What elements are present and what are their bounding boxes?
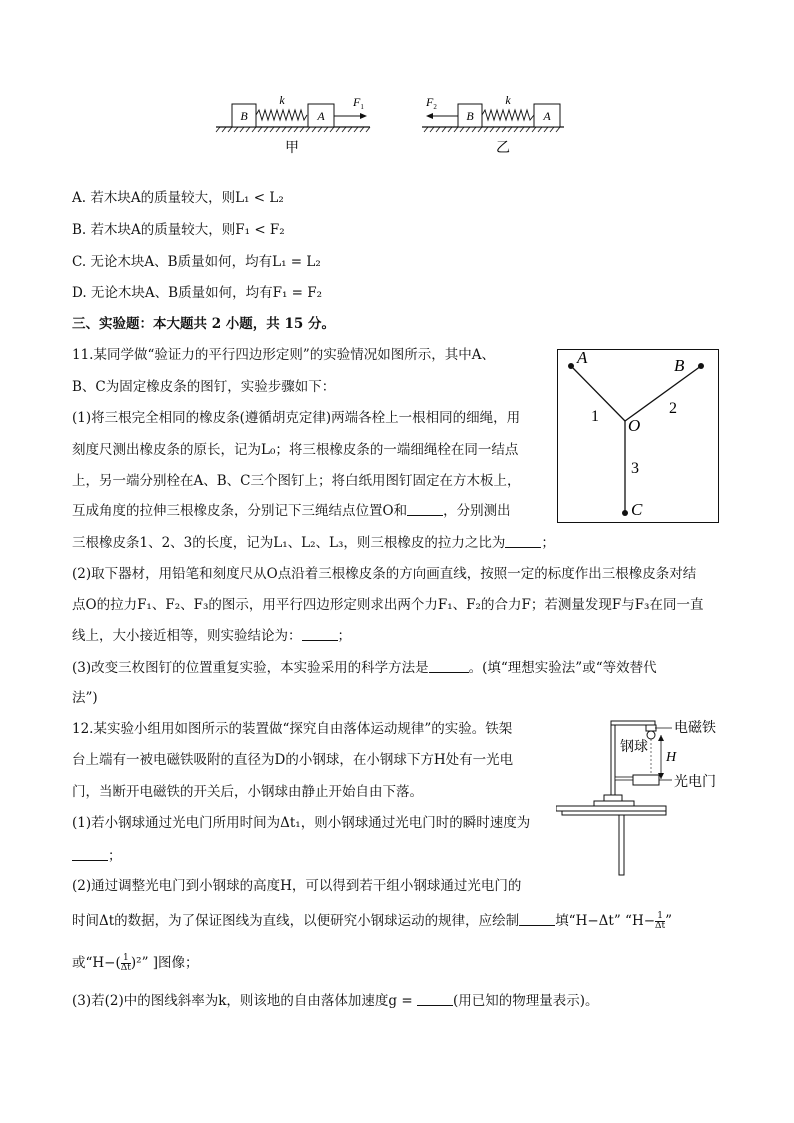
option-d: D. 无论木块A、B质量如何，均有F₁ = F₂ [72, 285, 323, 301]
label-o: O [628, 416, 641, 435]
label-c: C [631, 500, 643, 519]
fraction: $\frac{1}{\Delta t}$ [120, 953, 131, 973]
spring-left-label: k [279, 93, 285, 107]
electromagnet-label: 电磁铁 [674, 721, 716, 736]
q12-line-6: (2)通过调整光电门到小钢球的高度H，可以得到若干组小钢球通过光电门的 [72, 878, 522, 894]
q11-line-6: 互成角度的拉伸三根橡皮条，分别记下三绳结点位置O和 ，分别测出 [72, 503, 511, 519]
answer-blank[interactable] [429, 660, 469, 673]
block-a-left-label: A [317, 109, 325, 123]
pin-b [698, 363, 704, 369]
block-b-right-label: B [466, 109, 474, 123]
q12-line-3: 门，当断开电磁铁的开关后，小钢球由静止开始自由下落。 [72, 784, 423, 800]
q11-line-8: (2)取下器材，用铅笔和刻度尺从O点沿着三根橡皮条的方向画直线，按照一定的标度作出三根橡皮条对结 [72, 566, 697, 582]
spring-right [482, 110, 534, 120]
rubber-band-figure [557, 349, 719, 523]
q11-line-11: (3)改变三枚图钉的位置重复实验，本实验采用的科学方法是 。(填“理想实验法”或“等效替代 [72, 660, 657, 676]
option-c: C. 无论木块A、B质量如何，均有L₁ = L₂ [72, 254, 321, 270]
answer-blank[interactable] [505, 535, 541, 548]
option-b: B. 若木块A的质量较大，则F₁ < F₂ [72, 222, 285, 238]
q12-line-7: 时间Δt的数据，为了保证图线为直线，以便研究小钢球运动的规律，应绘制 填“H−Δt” “H− $\frac{1}{\Delta t}$ ” [72, 911, 673, 931]
q12-line-8: 或“H−( $\frac{1}{\Delta t}$ )²” ]图像； [72, 953, 199, 973]
figure-yi [422, 93, 564, 156]
answer-blank[interactable] [72, 848, 108, 861]
electromagnet [646, 725, 656, 731]
photogate [633, 775, 659, 785]
q12-line-1: 12.某实验小组用如图所示的装置做“探究自由落体运动规律”的实验。铁架 [72, 721, 513, 737]
q11-line-9: 点O的拉力F₁、F₂、F₃的图示，用平行四边形定则求出两个力F₁、F₂的合力F；若测量发现F与F₃在同一直 [72, 597, 704, 613]
force-right-label: $F_2$ [426, 95, 437, 111]
band-2-label: 2 [669, 400, 677, 417]
q12-line-4: (1)若小钢球通过光电门所用时间为Δt₁，则小钢球通过光电门时的瞬时速度为 [72, 815, 531, 831]
band-3-label: 3 [631, 460, 639, 477]
band-1-label: 1 [591, 408, 599, 425]
caption-jia: 甲 [285, 141, 299, 156]
fraction: $\frac{1}{\Delta t}$ [655, 911, 666, 931]
label-a: A [577, 349, 588, 367]
answer-blank[interactable] [519, 913, 555, 926]
q11-line-1: 11.某同学做“验证力的平行四边形定则”的实验情况如图所示，其中A、 [72, 347, 496, 363]
block-b-left-label: B [240, 109, 248, 123]
h-label: H [666, 750, 677, 765]
free-fall-apparatus-figure [556, 715, 726, 877]
answer-blank[interactable] [302, 628, 338, 641]
q12-line-2: 台上端有一被电磁铁吸附的直径为D的小钢球，在小钢球下方H处有一光电 [72, 752, 514, 768]
block-a-right-label: A [543, 109, 551, 123]
pin-a [568, 363, 574, 369]
spring-left [256, 110, 307, 120]
force-left-label: $F_1$ [353, 95, 364, 111]
section-heading: 三、实验题：本大题共 2 小题，共 15 分。 [72, 316, 335, 332]
steel-ball [647, 731, 655, 739]
spring-block-figure [210, 90, 570, 156]
ball-label: 钢球 [620, 740, 648, 755]
answer-blank[interactable] [417, 993, 453, 1006]
figure-jia [216, 93, 370, 156]
q11-line-7: 三根橡皮条1、2、3的长度，记为L₁、L₂、L₃，则三根橡皮的拉力之比为 ； [72, 535, 555, 551]
q11-line-4: 刻度尺测出橡皮条的原长，记为L₀；将三根橡皮条的一端细绳栓在同一结点 [72, 442, 519, 458]
q12-line-9: (3)若(2)中的图线斜率为k，则该地的自由落体加速度g = (用已知的物理量表示)。 [72, 993, 599, 1009]
q11-line-12: 法”) [72, 690, 98, 706]
answer-blank[interactable] [407, 503, 443, 516]
q11-line-3: (1)将三根完全相同的橡皮条(遵循胡克定律)两端各栓上一根相同的细绳，用 [72, 410, 521, 426]
pin-c [622, 510, 628, 516]
label-b: B [674, 356, 685, 375]
photogate-label: 光电门 [674, 775, 716, 790]
q11-line-5: 上，另一端分别栓在A、B、C三个图钉上；将白纸用图钉固定在方木板上， [72, 473, 521, 489]
spring-right-label: k [505, 93, 511, 107]
option-a: A. 若木块A的质量较大，则L₁ < L₂ [72, 190, 284, 206]
q11-line-2: B、C为固定橡皮条的图钉，实验步骤如下： [72, 379, 336, 395]
q12-line-5: ； [72, 846, 122, 866]
q11-line-10: 线上，大小接近相等，则实验结论为： ； [72, 628, 351, 644]
caption-yi: 乙 [496, 141, 510, 156]
